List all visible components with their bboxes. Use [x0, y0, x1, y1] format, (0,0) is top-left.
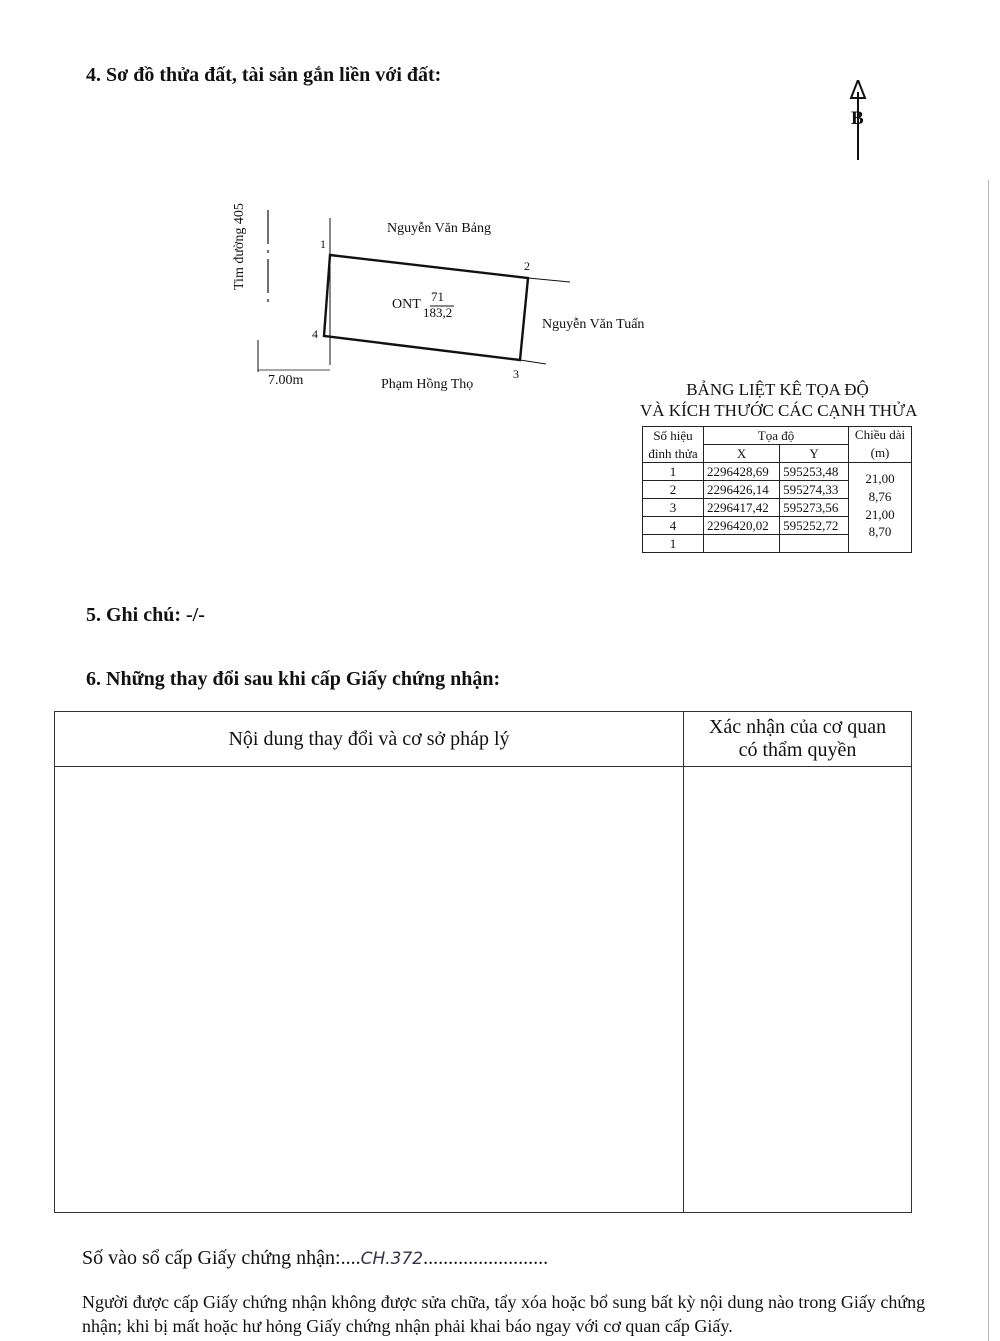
length-cell: 21,00: [865, 471, 895, 486]
col-confirm-header-1: Xác nhận của cơ quan: [708, 716, 887, 738]
col-x-header: X: [704, 445, 780, 463]
changes-table: [54, 711, 912, 1213]
page-edge: [988, 180, 989, 1341]
north-label: B: [851, 108, 864, 129]
y-cell: 595273,56: [780, 499, 849, 517]
vertex-label-1: 1: [320, 237, 326, 251]
parcel-number-label: 71: [431, 289, 444, 304]
col-coord-header: Tọa độ: [704, 427, 849, 445]
confirm-cell: [684, 767, 912, 1213]
x-cell: [704, 535, 780, 553]
registry-value: CH.372: [360, 1249, 424, 1269]
section-4-title: 4. Sơ đồ thửa đất, tài sản gắn liền với đất:: [86, 64, 442, 86]
registry-line: [82, 1247, 548, 1270]
length-cell: 8,76: [868, 489, 892, 504]
footnote: Người được cấp Giấy chứng nhận không được sửa chữa, tẩy xóa hoặc bổ sung bất kỳ nội dung nào trong Giấy chứng nhận; khi bị mất hoặc hư hỏng Giấy chứng nhận phải khai báo ngay với cơ quan cấp Giấy.: [82, 1292, 926, 1336]
registry-label: Số vào sổ cấp Giấy chứng nhận:....: [82, 1247, 361, 1269]
vertex-cell: 4: [643, 517, 704, 535]
land-type-label: ONT: [392, 297, 421, 312]
neighbor-north-label: Nguyễn Văn Bảng: [387, 221, 491, 236]
y-cell: 595274,33: [780, 481, 849, 499]
vertex-label-4: 4: [312, 327, 318, 341]
coordinate-table: [642, 426, 912, 553]
y-cell: 595252,72: [780, 517, 849, 535]
coord-table-title-1: BẢNG LIỆT KÊ TỌA ĐỘ: [686, 380, 869, 399]
neighbor-south-label: Phạm Hồng Thọ: [381, 377, 474, 392]
coord-table-title-2: VÀ KÍCH THƯỚC CÁC CẠNH THỬA: [640, 401, 918, 420]
x-cell: 2296420,02: [704, 517, 780, 535]
length-column: [849, 463, 912, 553]
length-cell: 21,00: [865, 507, 895, 522]
col-vertex-header-1: Số hiệu: [643, 427, 704, 445]
vertex-cell: 1: [643, 535, 704, 553]
col-y-header: Y: [780, 445, 849, 463]
col-length-header-2: (m): [849, 445, 912, 463]
x-cell: 2296426,14: [704, 481, 780, 499]
x-cell: 2296417,42: [704, 499, 780, 517]
col-length-header-1: Chiều dài: [849, 427, 912, 445]
vertex-cell: 2: [643, 481, 704, 499]
road-distance-label: 7.00m: [268, 373, 304, 388]
col-confirm-header-2: có thẩm quyền: [738, 739, 857, 761]
x-cell: 2296428,69: [704, 463, 780, 481]
col-content-header: Nội dung thay đổi và cơ sở pháp lý: [55, 712, 684, 767]
y-cell: 595253,48: [780, 463, 849, 481]
table-row: [643, 463, 912, 481]
vertex-label-2: 2: [524, 259, 530, 273]
col-vertex-header-2: đỉnh thửa: [643, 445, 704, 463]
parcel-area-label: 183,2: [423, 305, 453, 320]
col-confirm-header: [684, 712, 912, 767]
vertex-label-3: 3: [513, 367, 519, 381]
section-5-title: 5. Ghi chú: -/-: [86, 604, 205, 626]
y-cell: [780, 535, 849, 553]
registry-dots: .........................: [423, 1247, 549, 1269]
section-6-title: 6. Những thay đổi sau khi cấp Giấy chứng nhận:: [86, 668, 501, 690]
vertex-cell: 1: [643, 463, 704, 481]
neighbor-east-label: Nguyễn Văn Tuấn: [542, 317, 645, 332]
content-cell: [55, 767, 684, 1213]
road-centerline-label: Tim đường 405: [232, 203, 247, 290]
vertex-cell: 3: [643, 499, 704, 517]
length-cell: 8,70: [868, 524, 892, 539]
